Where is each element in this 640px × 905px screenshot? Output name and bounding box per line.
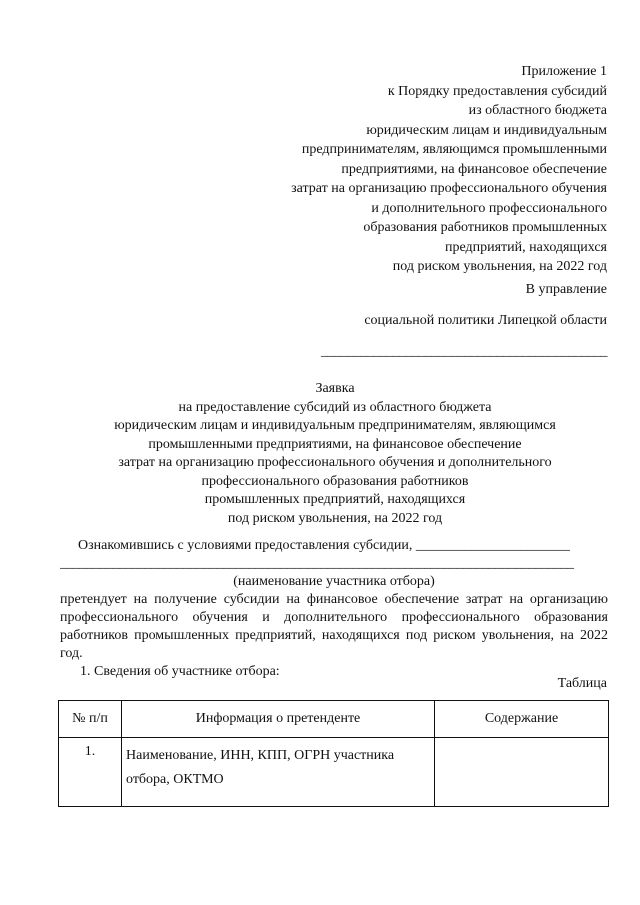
table-header-row: [59, 701, 609, 738]
addressee-line: В управление: [525, 282, 607, 297]
appendix-header: [291, 62, 607, 277]
participant-name-blank: _______________________________________________________________________________: [60, 556, 574, 571]
title-line: затрат на организацию профессионального обучения и дополнительного: [118, 455, 552, 470]
appendix-line: из областного бюджета: [468, 103, 607, 118]
appendix-line: под риском увольнения, на 2022 год: [392, 259, 607, 274]
header-info: Информация о претенденте: [122, 701, 435, 738]
appendix-line: затрат на организацию профессионального обучения: [291, 181, 607, 196]
appendix-line: предпринимателям, являющимся промышленными: [301, 142, 607, 157]
table-caption: Таблица: [557, 676, 607, 691]
title-heading: Заявка: [315, 381, 355, 396]
participant-name-line: Ознакомившись с условиями предоставления субсидии, ______________________: [78, 538, 570, 553]
row-info: Наименование, ИНН, КПП, ОГРН участника отбора, ОКТМО: [122, 738, 435, 807]
appendix-line: к Порядку предоставления субсидий: [387, 83, 607, 99]
row-content: [435, 738, 609, 807]
participant-info-table: [58, 700, 609, 807]
title-line: промышленных предприятий, находящихся: [204, 492, 466, 507]
header-number: № п/п: [59, 701, 122, 738]
appendix-line: Приложение 1: [521, 64, 607, 79]
application-body-text: претендует на получение субсидии на финансовое обеспечение затрат на организацию профессионального обучения и дополнительного профессионального образования работников промышленных предприятий, находящихся под риском увольнения, на 2022 год.: [60, 592, 608, 661]
appendix-line: и дополнительного профессионального: [371, 200, 607, 216]
row-number: 1.: [59, 738, 122, 807]
title-line: юридическим лицам и индивидуальным предпринимателям, являющимся: [114, 418, 556, 433]
appendix-line: предприятиями, на финансовое обеспечение: [341, 161, 607, 177]
addressee-block: [321, 280, 607, 361]
table-row: [59, 738, 609, 807]
section-point-1: 1. Сведения об участнике отбора:: [80, 664, 280, 679]
addressee-line: социальной политики Липецкой области: [364, 313, 607, 328]
appendix-line: юридическим лицам и индивидуальным: [366, 122, 607, 138]
title-line: под риском увольнения, на 2022 год: [227, 510, 443, 526]
header-content: Содержание: [435, 701, 609, 738]
title-line: промышленными предприятиями, на финансовое обеспечение: [148, 436, 522, 452]
intro-section: [60, 537, 608, 681]
addressee-blank-line: ____________________________________________: [321, 344, 607, 359]
title-line: на предоставление субсидий из областного бюджета: [178, 399, 492, 415]
appendix-line: образования работников промышленных: [363, 220, 607, 235]
participant-name-caption: (наименование участника отбора): [233, 574, 435, 589]
appendix-line: предприятий, находящихся: [444, 239, 607, 255]
title-line: профессионального образования работников: [201, 473, 469, 489]
application-title: [60, 380, 610, 528]
